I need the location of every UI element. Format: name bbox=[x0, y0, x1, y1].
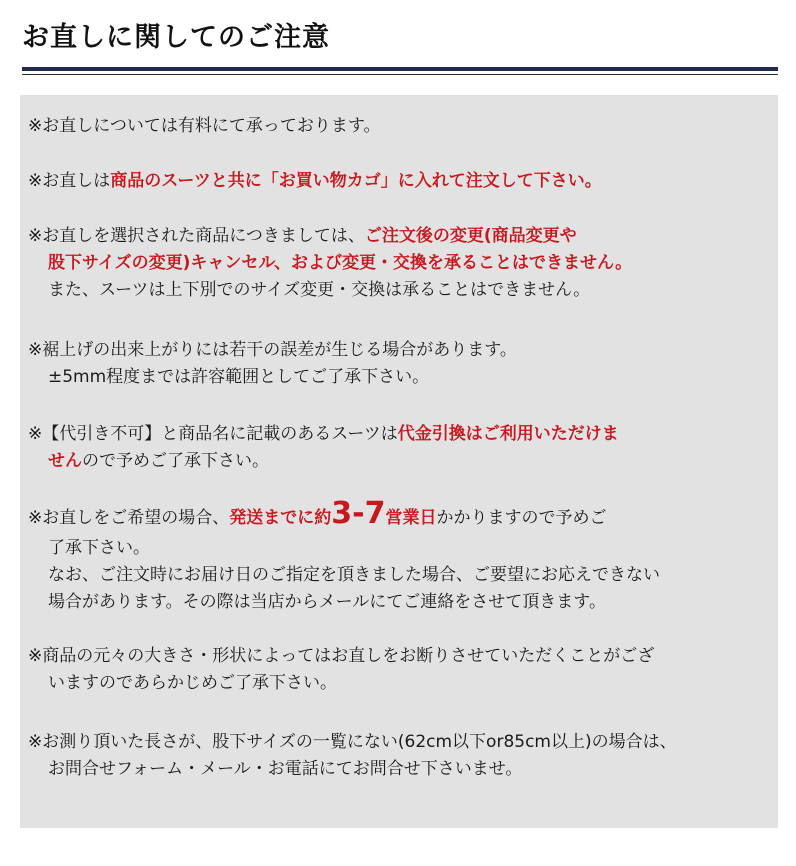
note-text: かかりますので予めご bbox=[436, 508, 607, 528]
page-title: お直しに関してのご注意 bbox=[22, 22, 330, 53]
note-contact-us bbox=[28, 729, 773, 783]
note-may-refuse bbox=[28, 643, 773, 697]
note-hemming-tolerance bbox=[28, 337, 773, 391]
note-emphasis: せん bbox=[48, 451, 82, 471]
note-paid-alteration bbox=[28, 113, 773, 140]
note-line: なお、ご注文時にお届け日のご指定を頂きました場合、ご要望にお応えできない bbox=[48, 565, 660, 585]
note-line: ※裾上げの出来上がりには若干の誤差が生じる場合があります。 bbox=[28, 340, 517, 360]
business-days-number: 3-7 bbox=[331, 496, 386, 531]
note-line: 了承下さい。 bbox=[48, 538, 150, 558]
title-rule-thin bbox=[22, 74, 778, 75]
notes-panel bbox=[20, 95, 778, 828]
note-line: 場合があります。その際は当店からメールにてご連絡をさせて頂きます。 bbox=[48, 592, 606, 612]
note-line bbox=[28, 421, 773, 448]
note-line: ※お測り頂いた長さが、股下サイズの一覧にない(62cm以下or85cm以上)の場合は、 bbox=[28, 732, 677, 752]
note-emphasis: 発送までに約 bbox=[229, 508, 332, 528]
note-no-cod bbox=[28, 421, 773, 475]
note-text: ので予めご了承下さい。 bbox=[82, 451, 269, 471]
note-emphasis: 営業日 bbox=[385, 508, 437, 528]
note-line: お問合せフォーム・メール・お電話にてお問合せ下さいませ。 bbox=[48, 759, 523, 779]
note-line: いますのであらかじめご了承下さい。 bbox=[48, 673, 337, 693]
note-emphasis-line: 股下サイズの変更)キャンセル、および変更・交換を承ることはできません。 bbox=[48, 253, 633, 273]
title-rule-thick bbox=[22, 67, 778, 71]
note-text: ※お直しをご希望の場合、 bbox=[28, 508, 230, 528]
note-emphasis: ご注文後の変更(商品変更や bbox=[364, 226, 577, 246]
note-line bbox=[28, 448, 773, 475]
header bbox=[22, 16, 778, 60]
note-text: ※お直しは bbox=[28, 171, 111, 191]
note-line bbox=[28, 223, 773, 250]
note-line: ※商品の元々の大きさ・形状によってはお直しをお断りさせていただくことがござ bbox=[28, 646, 655, 666]
note-line: また、スーツは上下別でのサイズ変更・交換は承ることはできません。 bbox=[48, 280, 591, 300]
note-line: ※お直しについては有料にて承っております。 bbox=[28, 116, 381, 136]
note-line bbox=[28, 168, 773, 195]
note-text: ※お直しを選択された商品につきましては、 bbox=[28, 226, 365, 246]
note-line bbox=[28, 497, 773, 535]
note-emphasis: 商品のスーツと共に「お買い物カゴ」に入れて注文して下さい。 bbox=[110, 171, 602, 191]
note-order-with-suit bbox=[28, 168, 773, 195]
note-line: ±5mm程度までは許容範囲としてご了承下さい。 bbox=[48, 367, 430, 387]
note-no-changes bbox=[28, 223, 773, 304]
note-shipping-time bbox=[28, 497, 773, 616]
note-emphasis: 代金引換はご利用いただけま bbox=[397, 424, 619, 444]
note-text: ※【代引き不可】と商品名に記載のあるスーツは bbox=[28, 424, 398, 444]
